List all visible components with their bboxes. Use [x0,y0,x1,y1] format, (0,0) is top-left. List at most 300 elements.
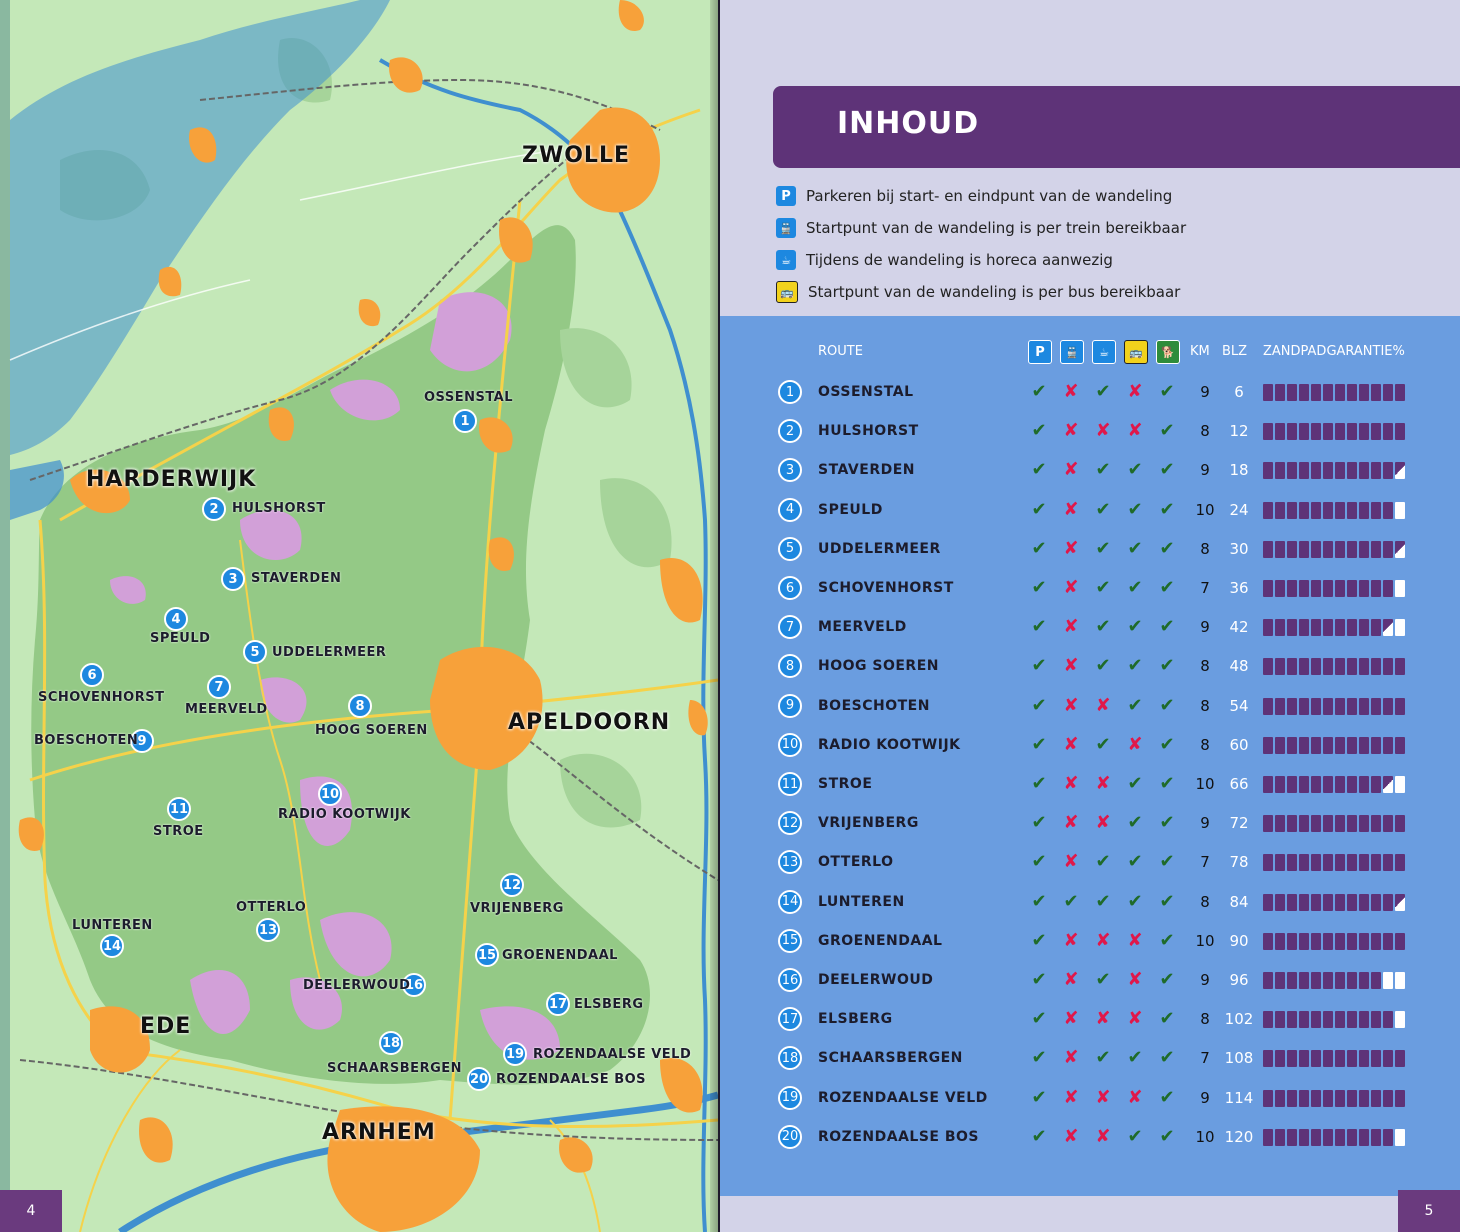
sand-segment [1347,1090,1357,1107]
cross-icon: ✘ [1063,812,1079,834]
sand-segment [1335,776,1345,793]
route-page: 90 [1229,931,1249,950]
site-marker[interactable]: 18 [379,1031,403,1055]
route-number-badge: 10 [778,733,802,757]
cross-icon: ✘ [1095,812,1111,834]
cross-icon: ✘ [1063,929,1079,951]
site-marker[interactable]: 5 [243,640,267,664]
check-icon: ✔ [1031,969,1047,990]
check-icon: ✔ [1031,616,1047,638]
sand-segment [1263,1050,1273,1067]
sand-segment [1395,776,1405,793]
route-km: 10 [1195,500,1215,519]
route-km: 8 [1200,892,1210,911]
check-icon: ✔ [1031,851,1047,873]
sand-segment [1383,972,1393,989]
sand-segment [1323,580,1333,597]
sand-segment [1311,972,1321,989]
check-icon: ✔ [1095,577,1111,598]
check-icon: ✔ [1127,616,1143,638]
sand-segment [1347,854,1357,871]
sand-segment [1335,423,1345,440]
cross-icon: ✘ [1095,929,1111,951]
check-icon: ✔ [1127,1047,1143,1069]
sand-segment [1263,854,1273,871]
sand-segment [1299,502,1309,519]
sand-segment [1299,737,1309,754]
site-marker[interactable]: 9 [130,729,154,753]
table-row[interactable] [720,923,1460,962]
route-km: 10 [1195,775,1215,793]
cross-icon: ✘ [1127,381,1143,402]
sand-segment [1323,815,1333,832]
site-marker[interactable]: 12 [500,873,524,897]
route-name: SCHOVENHORST [818,580,954,596]
header-zandpad: ZANDPADGARANTIE% [1263,344,1405,359]
check-icon: ✔ [1031,459,1047,481]
sand-segment [1395,737,1405,754]
site-label: MEERVELD [185,702,268,717]
cross-icon: ✘ [1063,577,1079,598]
sand-segment [1275,423,1285,440]
sand-segment [1395,1011,1405,1028]
sand-segment [1323,737,1333,754]
sand-segment [1335,462,1345,479]
sand-segment [1335,658,1345,675]
site-marker[interactable]: 1 [453,409,477,433]
header-route: ROUTE [818,344,863,359]
check-icon: ✔ [1095,616,1111,638]
sand-segment [1347,462,1357,479]
sand-segment [1323,502,1333,519]
route-name: MEERVELD [818,619,907,636]
sand-segment [1263,1129,1273,1146]
route-name: BOESCHOTEN [818,697,930,714]
sand-segment [1311,502,1321,519]
sand-segment [1311,933,1321,950]
site-label: ROZENDAALSE VELD [533,1047,692,1062]
cross-icon: ✘ [1063,459,1079,481]
sand-segment [1383,854,1393,871]
sand-segment [1323,776,1333,793]
check-icon: ✔ [1159,420,1175,442]
sand-segment [1383,580,1393,597]
cross-icon: ✘ [1095,694,1111,716]
route-km: 9 [1200,814,1210,833]
sand-segment [1335,737,1345,754]
check-icon: ✔ [1159,969,1175,990]
cross-icon: ✘ [1095,1125,1111,1147]
table-row[interactable] [720,884,1460,923]
route-number-badge: 19 [778,1086,802,1110]
sand-segment [1311,1050,1321,1067]
route-km: 8 [1200,735,1210,754]
check-icon: ✔ [1127,812,1143,834]
sand-segment [1287,384,1297,401]
site-marker[interactable]: 17 [546,992,570,1016]
sand-segment [1263,580,1273,597]
cross-icon: ✘ [1063,381,1079,402]
check-icon: ✔ [1159,1047,1175,1069]
route-number-badge: 6 [778,576,802,600]
city-label-ede: EDE [140,1014,192,1039]
cross-icon: ✘ [1063,1125,1079,1147]
sand-segment [1395,619,1405,636]
check-icon: ✔ [1095,733,1111,755]
table-row[interactable] [720,492,1460,531]
train-icon: 🚆 [1060,340,1084,364]
table-header [720,338,1460,366]
sand-segment [1287,698,1297,715]
sand-segment [1395,541,1405,558]
route-page: 78 [1229,853,1249,872]
route-number-badge: 15 [778,929,802,953]
site-label: HOOG SOEREN [315,723,428,738]
site-marker[interactable]: 13 [256,918,280,942]
check-icon: ✔ [1031,812,1047,834]
cross-icon: ✘ [1127,420,1143,442]
legend-text: Tijdens de wandeling is horeca aanwezig [806,251,1113,269]
sand-segment [1347,658,1357,675]
sand-segment [1275,933,1285,950]
sand-segment [1395,502,1405,519]
sand-segment [1359,815,1369,832]
cross-icon: ✘ [1127,969,1143,990]
sand-segment [1359,933,1369,950]
route-number-badge: 4 [778,498,802,522]
sand-segment [1299,815,1309,832]
cross-icon: ✘ [1063,498,1079,520]
sand-segment [1383,698,1393,715]
sand-segment [1311,1090,1321,1107]
route-name: ROZENDAALSE VELD [818,1089,988,1106]
sand-segment [1359,1090,1369,1107]
sand-segment [1359,1011,1369,1028]
site-marker[interactable]: 8 [348,694,372,718]
cross-icon: ✘ [1127,1086,1143,1108]
city-label-arnhem: ARNHEM [322,1120,436,1145]
check-icon: ✔ [1031,655,1047,677]
sand-segment [1323,933,1333,950]
check-icon: ✔ [1159,773,1175,794]
table-row[interactable] [720,805,1460,844]
sand-segment [1275,698,1285,715]
check-icon: ✔ [1063,890,1079,912]
sand-segment [1383,502,1393,519]
route-number-badge: 3 [778,458,802,482]
train-icon: 🚆 [776,218,796,238]
sand-segment [1335,502,1345,519]
sand-segment [1263,423,1273,440]
sand-segment [1347,698,1357,715]
site-label: SCHAARSBERGEN [327,1061,463,1076]
route-number-badge: 12 [778,811,802,835]
route-name: HULSHORST [818,423,919,440]
check-icon: ✔ [1127,773,1143,794]
sand-segment [1299,854,1309,871]
sand-segment [1299,1129,1309,1146]
route-km: 9 [1200,461,1210,480]
sand-segment [1359,776,1369,793]
sand-segment [1371,1129,1381,1146]
sand-segment [1323,1090,1333,1107]
table-row[interactable] [720,531,1460,570]
sand-segment [1263,658,1273,675]
route-page: 114 [1224,1088,1254,1107]
table-row[interactable] [720,1119,1460,1158]
table-row[interactable] [720,962,1460,1001]
table-row[interactable] [720,648,1460,687]
table-row[interactable] [720,570,1460,609]
city-label-apeldoorn: APELDOORN [508,710,671,735]
sand-segment [1275,815,1285,832]
check-icon: ✔ [1031,537,1047,559]
page-number: 5 [1398,1190,1460,1232]
sand-segment [1299,580,1309,597]
route-number-badge: 17 [778,1007,802,1031]
sand-segment [1275,462,1285,479]
route-km: 9 [1200,971,1210,989]
sand-segment [1335,972,1345,989]
sand-segment [1323,462,1333,479]
sand-segment [1395,972,1405,989]
sand-segment [1263,815,1273,832]
sand-segment [1323,854,1333,871]
site-marker[interactable]: 6 [80,663,104,687]
sand-segment [1323,619,1333,636]
legend-text: Parkeren bij start- en eindpunt van de wandeling [806,187,1173,205]
sand-segment [1299,972,1309,989]
site-marker[interactable]: 19 [503,1042,527,1066]
sand-segment [1347,502,1357,519]
sand-segment [1299,698,1309,715]
sand-segment [1299,423,1309,440]
sand-segment [1287,619,1297,636]
sand-segment [1323,1050,1333,1067]
check-icon: ✔ [1127,498,1143,520]
sand-segment [1335,894,1345,911]
table-row[interactable] [720,766,1460,805]
site-marker[interactable]: 15 [475,943,499,967]
sand-segment [1275,1090,1285,1107]
table-row[interactable] [720,374,1460,413]
header-km: KM [1190,344,1210,359]
sand-segment [1299,1050,1309,1067]
sand-segment [1263,502,1273,519]
sand-segment [1371,384,1381,401]
sand-segment [1335,1129,1345,1146]
site-marker[interactable]: 7 [207,675,231,699]
cross-icon: ✘ [1063,537,1079,559]
legend [776,180,1416,308]
sand-segment [1371,698,1381,715]
sand-segment [1275,737,1285,754]
sand-segment [1275,384,1285,401]
sand-segment [1287,502,1297,519]
site-marker[interactable]: 16 [402,973,426,997]
sand-segment [1311,462,1321,479]
table-row[interactable] [720,1001,1460,1040]
sand-segment [1287,1050,1297,1067]
sand-segment [1263,1090,1273,1107]
route-km: 8 [1200,696,1210,715]
sand-segment [1347,619,1357,636]
site-label: VRIJENBERG [470,901,564,916]
sand-segment [1383,423,1393,440]
table-row[interactable] [720,1080,1460,1119]
sand-segment [1335,1090,1345,1107]
sand-segment [1371,658,1381,675]
site-marker[interactable]: 11 [167,797,191,821]
sand-segment [1359,580,1369,597]
sand-segment [1371,737,1381,754]
cross-icon: ✘ [1063,1047,1079,1069]
check-icon: ✔ [1159,381,1175,402]
header-blz: BLZ [1222,344,1248,359]
sand-segment [1347,737,1357,754]
sand-segment [1287,462,1297,479]
table-row[interactable] [720,727,1460,766]
route-name: SPEULD [818,501,883,518]
site-marker[interactable]: 2 [202,497,226,521]
sand-segment [1359,423,1369,440]
route-page: 24 [1229,500,1249,519]
sand-segment [1383,384,1393,401]
check-icon: ✔ [1095,459,1111,481]
sand-segment [1323,658,1333,675]
sand-segment [1395,462,1405,479]
sand-segment [1299,1090,1309,1107]
check-icon: ✔ [1031,1047,1047,1069]
check-icon: ✔ [1031,1086,1047,1108]
check-icon: ✔ [1095,1047,1111,1069]
route-page: 102 [1224,1010,1254,1029]
sand-segment [1335,1011,1345,1028]
check-icon: ✔ [1095,969,1111,990]
sand-segment [1359,698,1369,715]
route-number-badge: 18 [778,1046,802,1070]
route-page: 30 [1229,539,1249,558]
sand-segment [1347,423,1357,440]
sand-segment [1275,1129,1285,1146]
legend-item [776,244,1416,276]
route-number-badge: 8 [778,654,802,678]
sand-segment [1311,776,1321,793]
sand-segment [1299,541,1309,558]
sand-segment [1287,658,1297,675]
site-marker[interactable]: 20 [467,1067,491,1091]
sand-segment [1347,894,1357,911]
sand-segment [1359,894,1369,911]
route-name: LUNTEREN [818,893,905,910]
sand-segment [1347,972,1357,989]
check-icon: ✔ [1095,537,1111,559]
sand-segment [1359,972,1369,989]
route-name: GROENENDAAL [818,932,943,949]
sand-segment [1287,1129,1297,1146]
bus-icon: 🚌 [1124,340,1148,364]
check-icon: ✔ [1159,694,1175,716]
site-label: SCHOVENHORST [38,690,165,705]
table-row[interactable] [720,844,1460,883]
sand-segment [1359,384,1369,401]
check-icon: ✔ [1127,851,1143,873]
table-row[interactable] [720,413,1460,452]
site-marker[interactable]: 10 [318,782,342,806]
table-row[interactable] [720,688,1460,727]
sand-segment [1299,933,1309,950]
sand-segment [1287,737,1297,754]
sand-segment [1395,815,1405,832]
route-page: 120 [1224,1127,1254,1146]
route-km: 7 [1200,579,1210,597]
sand-segment [1371,619,1381,636]
check-icon: ✔ [1159,851,1175,873]
check-icon: ✔ [1127,694,1143,716]
sand-segment [1287,972,1297,989]
sand-segment [1371,541,1381,558]
sand-segment [1371,580,1381,597]
sand-segment [1335,815,1345,832]
sand-segment [1287,776,1297,793]
sand-segment [1275,619,1285,636]
site-marker[interactable]: 14 [100,934,124,958]
sand-segment [1359,854,1369,871]
sand-segment [1275,580,1285,597]
site-marker[interactable]: 4 [164,607,188,631]
sand-segment [1335,384,1345,401]
sand-segment [1359,1129,1369,1146]
check-icon: ✔ [1127,459,1143,481]
table-row[interactable] [720,452,1460,491]
route-page: 84 [1229,892,1249,911]
route-page: 12 [1229,422,1249,441]
table-row[interactable] [720,1040,1460,1079]
check-icon: ✔ [1127,537,1143,559]
route-number-badge: 20 [778,1125,802,1149]
legend-text: Startpunt van de wandeling is per trein bereikbaar [806,219,1187,237]
route-km: 8 [1200,422,1210,441]
legend-item [776,180,1416,212]
sand-segment [1275,1011,1285,1028]
route-name: RADIO KOOTWIJK [818,736,961,753]
sand-segment [1311,815,1321,832]
bus-icon: 🚌 [776,281,798,303]
sand-segment [1275,541,1285,558]
sand-segment [1395,894,1405,911]
table-row[interactable] [720,609,1460,648]
sand-segment [1359,1050,1369,1067]
sand-segment [1299,658,1309,675]
sand-segment [1287,541,1297,558]
check-icon: ✔ [1095,381,1111,402]
sand-segment [1347,1050,1357,1067]
check-icon: ✔ [1159,498,1175,520]
sand-segment [1371,854,1381,871]
sand-segment [1383,776,1393,793]
check-icon: ✔ [1031,773,1047,794]
check-icon: ✔ [1031,420,1047,442]
sand-segment [1263,384,1273,401]
sand-segment [1311,423,1321,440]
site-marker[interactable]: 3 [221,567,245,591]
check-icon: ✔ [1127,577,1143,598]
check-icon: ✔ [1159,655,1175,677]
sand-segment [1275,658,1285,675]
sand-segment [1383,894,1393,911]
map-page [0,0,718,1232]
sand-segment [1263,619,1273,636]
